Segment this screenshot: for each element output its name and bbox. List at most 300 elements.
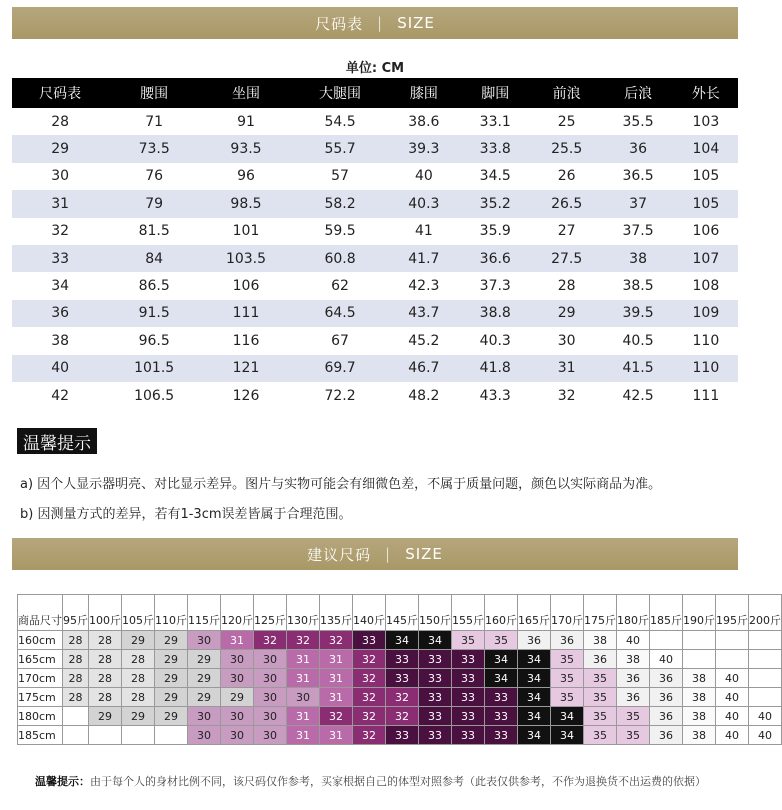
size-cell: 39.5 bbox=[602, 300, 673, 327]
recommend-cell: 35 bbox=[551, 650, 584, 669]
recommend-cell: 38 bbox=[617, 650, 650, 669]
size-cell: 40.3 bbox=[479, 332, 511, 349]
size-cell: 25.5 bbox=[531, 135, 602, 162]
weight-header: 170斤 bbox=[551, 595, 584, 631]
size-cell: 35.9 bbox=[479, 223, 511, 240]
weight-header: 95斤 bbox=[63, 595, 89, 631]
recommend-cell: 33 bbox=[485, 707, 518, 726]
size-cell: 46.7 bbox=[388, 355, 459, 382]
weight-header: 165斤 bbox=[518, 595, 551, 631]
recommend-cell: 32 bbox=[287, 631, 320, 650]
size-cell: 36 bbox=[602, 135, 673, 162]
recommend-cell: 28 bbox=[63, 669, 89, 688]
recommend-cell: 31 bbox=[287, 707, 320, 726]
size-cell: 30 bbox=[557, 332, 576, 349]
size-cell: 62 bbox=[331, 278, 349, 295]
size-cell: 41.7 bbox=[388, 245, 459, 272]
size-cell: 76 bbox=[145, 168, 164, 185]
size-cell: 110 bbox=[692, 332, 720, 349]
size-cell: 26.5 bbox=[531, 190, 602, 217]
recommend-cell: 38 bbox=[584, 631, 617, 650]
weight-header: 115斤 bbox=[188, 595, 221, 631]
recommend-cell: 40 bbox=[749, 726, 782, 745]
recommend-cell: 35 bbox=[551, 669, 584, 688]
recommend-cell: 32 bbox=[353, 707, 386, 726]
size-header-cell: 外长 bbox=[674, 78, 738, 108]
recommend-cell: 40 bbox=[650, 650, 683, 669]
recommend-cell: 34 bbox=[485, 669, 518, 688]
size-cell: 31 bbox=[12, 190, 108, 217]
recommend-cell: 31 bbox=[320, 688, 353, 707]
recommend-cell bbox=[716, 650, 749, 669]
size-cell: 58.2 bbox=[292, 190, 388, 217]
recommend-cell: 33 bbox=[485, 726, 518, 745]
weight-header: 135斤 bbox=[320, 595, 353, 631]
size-cell: 86.5 bbox=[138, 278, 170, 295]
recommend-cell: 38 bbox=[683, 726, 716, 745]
size-cell: 101 bbox=[232, 223, 260, 240]
size-cell: 37.3 bbox=[479, 278, 511, 295]
weight-header: 175斤 bbox=[584, 595, 617, 631]
height-label: 180cm bbox=[18, 707, 63, 726]
size-cell: 34.5 bbox=[479, 168, 511, 185]
size-cell: 105 bbox=[692, 168, 720, 185]
recommend-table bbox=[17, 594, 782, 745]
weight-header: 195斤 bbox=[716, 595, 749, 631]
recommend-cell: 29 bbox=[155, 631, 188, 650]
weight-header: 160斤 bbox=[485, 595, 518, 631]
recommend-cell: 30 bbox=[188, 707, 221, 726]
size-header-cell: 脚围 bbox=[460, 78, 531, 108]
size-cell: 38 bbox=[51, 332, 70, 349]
size-header-cell: 腰围 bbox=[108, 78, 200, 108]
recommend-cell: 33 bbox=[419, 669, 452, 688]
footnote-text: 由于每个人的身材比例不同，该尺码仅作参考，买家根据自己的体型对照参考（此表仅供参考，不作为退换货不出运费的依据） bbox=[90, 775, 706, 788]
recommend-cell: 30 bbox=[254, 669, 287, 688]
recommend-cell: 32 bbox=[320, 631, 353, 650]
recommend-banner bbox=[12, 538, 738, 570]
recommend-row bbox=[18, 631, 782, 650]
recommend-cell: 32 bbox=[386, 688, 419, 707]
size-cell: 69.7 bbox=[292, 355, 388, 382]
recommend-cell bbox=[63, 707, 89, 726]
size-cell: 109 bbox=[674, 300, 738, 327]
size-cell: 38.6 bbox=[408, 113, 440, 130]
weight-header: 180斤 bbox=[617, 595, 650, 631]
size-cell: 40.3 bbox=[388, 190, 459, 217]
recommend-cell: 29 bbox=[155, 688, 188, 707]
size-cell: 73.5 bbox=[108, 135, 200, 162]
size-table-row bbox=[12, 300, 738, 327]
recommend-cell: 36 bbox=[650, 669, 683, 688]
size-cell: 40 bbox=[414, 168, 433, 185]
size-table-row bbox=[12, 190, 738, 217]
recommend-cell: 32 bbox=[353, 669, 386, 688]
size-cell: 37.5 bbox=[622, 223, 654, 240]
recommend-cell: 34 bbox=[518, 688, 551, 707]
size-header-cell: 前浪 bbox=[531, 78, 602, 108]
recommend-cell: 36 bbox=[650, 726, 683, 745]
recommend-cell: 31 bbox=[221, 631, 254, 650]
size-header-cell: 坐围 bbox=[200, 78, 292, 108]
recommend-cell: 30 bbox=[221, 650, 254, 669]
recommend-cell: 28 bbox=[122, 650, 155, 669]
recommend-cell: 30 bbox=[221, 669, 254, 688]
recommend-cell: 33 bbox=[452, 688, 485, 707]
size-table-row bbox=[12, 163, 738, 190]
size-cell: 36 bbox=[12, 300, 108, 327]
size-cell: 32 bbox=[557, 387, 576, 404]
size-table-row bbox=[12, 272, 738, 299]
recommend-cell: 30 bbox=[221, 726, 254, 745]
size-cell: 91.5 bbox=[108, 300, 200, 327]
recommend-cell: 32 bbox=[386, 707, 419, 726]
recommend-cell: 36 bbox=[617, 669, 650, 688]
recommend-cell bbox=[89, 726, 122, 745]
recommend-cell: 33 bbox=[419, 650, 452, 669]
recommend-cell: 32 bbox=[320, 707, 353, 726]
recommend-cell: 38 bbox=[683, 669, 716, 688]
recommend-cell bbox=[749, 631, 782, 650]
size-cell: 27 bbox=[557, 223, 576, 240]
recommend-cell: 31 bbox=[287, 726, 320, 745]
recommend-cell: 33 bbox=[419, 688, 452, 707]
recommend-cell: 29 bbox=[122, 631, 155, 650]
recommend-row bbox=[18, 650, 782, 669]
recommend-cell: 33 bbox=[485, 688, 518, 707]
recommend-cell: 36 bbox=[551, 631, 584, 650]
recommend-cell: 32 bbox=[254, 631, 287, 650]
footnote-label: 温馨提示： bbox=[35, 775, 90, 788]
recommend-cell: 31 bbox=[320, 726, 353, 745]
size-cell: 38.8 bbox=[460, 300, 531, 327]
size-cell: 106 bbox=[232, 278, 260, 295]
note-a: a) 因个人显示器明亮、对比显示差异。图片与实物可能会有细微色差，不属于质量问题，颜色以实际商品为准。 bbox=[20, 477, 662, 492]
size-cell: 67 bbox=[331, 332, 349, 349]
recommend-cell: 32 bbox=[353, 726, 386, 745]
size-cell: 110 bbox=[674, 355, 738, 382]
recommend-cell: 33 bbox=[386, 726, 419, 745]
recommend-cell: 28 bbox=[63, 631, 89, 650]
recommend-cell: 34 bbox=[386, 631, 419, 650]
size-cell: 35.5 bbox=[622, 113, 654, 130]
size-cell: 48.2 bbox=[408, 387, 440, 404]
size-cell: 107 bbox=[674, 245, 738, 272]
size-cell: 55.7 bbox=[292, 135, 388, 162]
recommend-corner: 商品尺寸 bbox=[18, 595, 63, 631]
size-cell: 54.5 bbox=[324, 113, 356, 130]
recommend-cell: 29 bbox=[155, 707, 188, 726]
height-label: 160cm bbox=[18, 631, 63, 650]
recommend-cell bbox=[749, 650, 782, 669]
size-cell: 57 bbox=[331, 168, 349, 185]
recommend-cell: 30 bbox=[188, 726, 221, 745]
recommend-row bbox=[18, 707, 782, 726]
size-cell: 91 bbox=[237, 113, 255, 130]
recommend-cell: 35 bbox=[584, 726, 617, 745]
size-table-header bbox=[12, 78, 738, 108]
recommend-cell: 29 bbox=[188, 688, 221, 707]
recommend-cell: 36 bbox=[650, 707, 683, 726]
recommend-cell: 35 bbox=[584, 707, 617, 726]
weight-header: 105斤 bbox=[122, 595, 155, 631]
weight-header: 130斤 bbox=[287, 595, 320, 631]
recommend-cell: 34 bbox=[551, 707, 584, 726]
size-cell: 28 bbox=[51, 113, 70, 130]
recommend-cell: 34 bbox=[551, 726, 584, 745]
recommend-cell: 35 bbox=[617, 707, 650, 726]
size-cell: 98.5 bbox=[200, 190, 292, 217]
size-cell: 32 bbox=[51, 223, 70, 240]
weight-header: 190斤 bbox=[683, 595, 716, 631]
size-cell: 39.3 bbox=[388, 135, 459, 162]
size-cell: 111 bbox=[692, 387, 720, 404]
weight-header: 150斤 bbox=[419, 595, 452, 631]
recommend-cell: 30 bbox=[254, 726, 287, 745]
recommend-cell: 29 bbox=[122, 707, 155, 726]
recommend-cell bbox=[122, 726, 155, 745]
recommend-cell: 33 bbox=[452, 726, 485, 745]
recommend-cell bbox=[63, 726, 89, 745]
size-cell: 71 bbox=[145, 113, 164, 130]
note-b: b) 因测量方式的差异，若有1-3cm误差皆属于合理范围。 bbox=[20, 507, 352, 522]
size-table-row bbox=[12, 135, 738, 162]
weight-header: 145斤 bbox=[386, 595, 419, 631]
recommend-cell: 36 bbox=[584, 650, 617, 669]
size-cell: 126 bbox=[232, 387, 260, 404]
size-cell: 104 bbox=[674, 135, 738, 162]
recommend-cell bbox=[749, 669, 782, 688]
size-cell: 43.3 bbox=[479, 387, 511, 404]
size-cell: 28 bbox=[557, 278, 576, 295]
recommend-cell: 28 bbox=[63, 688, 89, 707]
size-cell: 93.5 bbox=[200, 135, 292, 162]
recommend-cell: 40 bbox=[749, 707, 782, 726]
recommend-cell: 34 bbox=[518, 726, 551, 745]
weight-header: 200斤 bbox=[749, 595, 782, 631]
size-cell: 33.1 bbox=[479, 113, 511, 130]
size-cell: 25 bbox=[557, 113, 576, 130]
height-label: 165cm bbox=[18, 650, 63, 669]
recommend-cell: 33 bbox=[386, 669, 419, 688]
recommend-cell: 33 bbox=[452, 707, 485, 726]
size-cell: 105 bbox=[674, 190, 738, 217]
recommend-cell: 31 bbox=[287, 669, 320, 688]
size-cell: 42 bbox=[51, 387, 70, 404]
weight-header: 125斤 bbox=[254, 595, 287, 631]
recommend-row bbox=[18, 726, 782, 745]
size-cell: 26 bbox=[557, 168, 576, 185]
recommend-cell: 33 bbox=[353, 631, 386, 650]
size-chart-banner bbox=[12, 7, 738, 39]
weight-header: 110斤 bbox=[155, 595, 188, 631]
height-label: 170cm bbox=[18, 669, 63, 688]
recommend-cell: 30 bbox=[221, 707, 254, 726]
banner-separator: | bbox=[385, 545, 392, 563]
height-label: 175cm bbox=[18, 688, 63, 707]
recommend-cell bbox=[650, 631, 683, 650]
size-cell: 72.2 bbox=[324, 387, 356, 404]
recommend-cell: 32 bbox=[353, 650, 386, 669]
recommend-cell: 30 bbox=[188, 631, 221, 650]
recommend-cell: 40 bbox=[716, 726, 749, 745]
footnote bbox=[35, 773, 706, 789]
size-cell: 60.8 bbox=[292, 245, 388, 272]
size-cell: 43.7 bbox=[388, 300, 459, 327]
size-cell: 103 bbox=[692, 113, 720, 130]
recommend-cell bbox=[683, 650, 716, 669]
recommend-cell: 33 bbox=[419, 707, 452, 726]
recommend-cell: 28 bbox=[89, 688, 122, 707]
size-cell: 101.5 bbox=[108, 355, 200, 382]
recommend-cell: 30 bbox=[254, 650, 287, 669]
recommend-cell: 36 bbox=[518, 631, 551, 650]
recommend-cell: 40 bbox=[617, 631, 650, 650]
size-cell: 106 bbox=[692, 223, 720, 240]
size-cell: 38.5 bbox=[622, 278, 654, 295]
size-cell: 41 bbox=[414, 223, 433, 240]
size-header-cell: 膝围 bbox=[388, 78, 459, 108]
recommend-cell: 35 bbox=[452, 631, 485, 650]
weight-header: 185斤 bbox=[650, 595, 683, 631]
recommend-cell bbox=[716, 631, 749, 650]
size-cell: 40.5 bbox=[622, 332, 654, 349]
weight-header: 120斤 bbox=[221, 595, 254, 631]
unit-label: 单位: CM bbox=[345, 61, 405, 76]
size-table-row bbox=[12, 382, 738, 409]
recommend-cell: 31 bbox=[320, 669, 353, 688]
recommend-cell bbox=[683, 631, 716, 650]
size-table-row bbox=[12, 245, 738, 272]
recommend-cell: 34 bbox=[485, 650, 518, 669]
size-cell: 111 bbox=[200, 300, 292, 327]
recommend-cell: 34 bbox=[419, 631, 452, 650]
size-cell: 36.5 bbox=[622, 168, 654, 185]
banner-title: 建议尺码 bbox=[307, 545, 372, 564]
recommend-cell: 33 bbox=[452, 650, 485, 669]
weight-header: 140斤 bbox=[353, 595, 386, 631]
recommend-cell: 35 bbox=[584, 688, 617, 707]
recommend-cell: 28 bbox=[89, 631, 122, 650]
recommend-cell: 33 bbox=[452, 669, 485, 688]
recommend-cell bbox=[749, 688, 782, 707]
recommend-cell: 35 bbox=[584, 669, 617, 688]
size-cell: 108 bbox=[692, 278, 720, 295]
size-table-row bbox=[12, 108, 738, 135]
recommend-cell: 28 bbox=[122, 669, 155, 688]
weight-header: 100斤 bbox=[89, 595, 122, 631]
size-cell: 84 bbox=[108, 245, 200, 272]
size-cell: 27.5 bbox=[531, 245, 602, 272]
size-cell: 103.5 bbox=[200, 245, 292, 272]
size-cell: 29 bbox=[12, 135, 108, 162]
recommend-cell: 32 bbox=[353, 688, 386, 707]
recommend-cell: 35 bbox=[485, 631, 518, 650]
recommend-cell: 29 bbox=[221, 688, 254, 707]
recommend-cell: 29 bbox=[89, 707, 122, 726]
size-cell: 31 bbox=[531, 355, 602, 382]
size-cell: 30 bbox=[51, 168, 70, 185]
size-cell: 121 bbox=[200, 355, 292, 382]
recommend-cell: 40 bbox=[716, 707, 749, 726]
size-header-cell: 后浪 bbox=[602, 78, 673, 108]
recommend-header-row bbox=[18, 595, 782, 631]
banner-separator: | bbox=[377, 14, 384, 32]
size-cell: 36.6 bbox=[460, 245, 531, 272]
size-table-row bbox=[12, 355, 738, 382]
size-cell: 33.8 bbox=[460, 135, 531, 162]
size-table-row bbox=[12, 327, 738, 354]
size-table bbox=[12, 78, 738, 409]
banner-subtitle: SIZE bbox=[397, 14, 435, 32]
size-cell: 45.2 bbox=[408, 332, 440, 349]
size-cell: 42.5 bbox=[622, 387, 654, 404]
size-cell: 29 bbox=[531, 300, 602, 327]
recommend-cell: 36 bbox=[650, 688, 683, 707]
recommend-cell: 28 bbox=[63, 650, 89, 669]
size-cell: 34 bbox=[51, 278, 70, 295]
size-cell: 42.3 bbox=[408, 278, 440, 295]
size-cell: 106.5 bbox=[134, 387, 175, 404]
recommend-cell: 30 bbox=[254, 707, 287, 726]
recommend-cell: 35 bbox=[617, 726, 650, 745]
recommend-row bbox=[18, 669, 782, 688]
recommend-cell: 33 bbox=[386, 650, 419, 669]
recommend-cell: 29 bbox=[188, 669, 221, 688]
recommend-cell: 29 bbox=[155, 650, 188, 669]
tips-title: 温馨提示 bbox=[17, 428, 97, 454]
size-cell: 33 bbox=[12, 245, 108, 272]
size-cell: 116 bbox=[232, 332, 260, 349]
size-cell: 35.2 bbox=[460, 190, 531, 217]
recommend-row bbox=[18, 688, 782, 707]
recommend-cell: 34 bbox=[518, 707, 551, 726]
size-table-row bbox=[12, 218, 738, 245]
recommend-cell: 31 bbox=[320, 650, 353, 669]
size-cell: 41.8 bbox=[460, 355, 531, 382]
height-label: 185cm bbox=[18, 726, 63, 745]
size-cell: 40 bbox=[12, 355, 108, 382]
size-cell: 96.5 bbox=[138, 332, 170, 349]
recommend-cell: 40 bbox=[716, 669, 749, 688]
size-cell: 81.5 bbox=[138, 223, 170, 240]
size-cell: 41.5 bbox=[602, 355, 673, 382]
recommend-cell: 29 bbox=[188, 650, 221, 669]
size-cell: 79 bbox=[108, 190, 200, 217]
size-cell: 96 bbox=[237, 168, 255, 185]
recommend-cell: 30 bbox=[287, 688, 320, 707]
recommend-cell: 28 bbox=[122, 688, 155, 707]
recommend-cell: 38 bbox=[683, 707, 716, 726]
size-cell: 59.5 bbox=[324, 223, 356, 240]
size-cell: 38 bbox=[602, 245, 673, 272]
banner-title: 尺码表 bbox=[315, 14, 364, 33]
recommend-cell: 31 bbox=[287, 650, 320, 669]
size-header-cell: 尺码表 bbox=[12, 78, 108, 108]
recommend-cell: 36 bbox=[617, 688, 650, 707]
recommend-cell: 35 bbox=[551, 688, 584, 707]
recommend-cell: 34 bbox=[518, 650, 551, 669]
recommend-cell: 28 bbox=[89, 669, 122, 688]
recommend-cell: 28 bbox=[89, 650, 122, 669]
weight-header: 155斤 bbox=[452, 595, 485, 631]
recommend-cell: 33 bbox=[419, 726, 452, 745]
recommend-cell: 29 bbox=[155, 669, 188, 688]
size-header-cell: 大腿围 bbox=[292, 78, 388, 108]
banner-subtitle: SIZE bbox=[405, 545, 443, 563]
recommend-cell: 34 bbox=[518, 669, 551, 688]
size-cell: 37 bbox=[602, 190, 673, 217]
